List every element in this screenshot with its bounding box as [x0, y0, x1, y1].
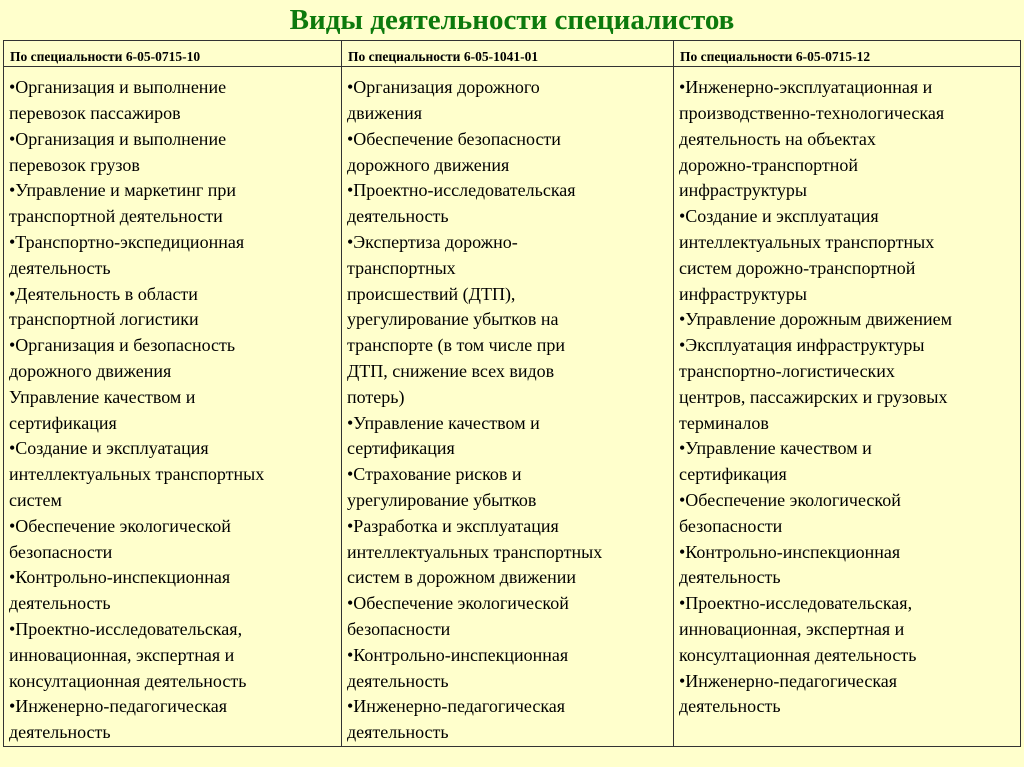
activity-line: деятельность: [9, 722, 111, 743]
activity-item: [679, 591, 1020, 668]
activity-item: [679, 333, 1020, 436]
activity-item: [9, 565, 341, 617]
activity-item: [679, 75, 1020, 204]
activity-line: транспорте (в том числе при: [347, 335, 566, 356]
activity-line: деятельность: [679, 567, 781, 588]
activity-item: [9, 694, 341, 746]
activity-line: центров, пассажирских и грузовых: [679, 386, 948, 407]
column-3-activities: [674, 67, 1020, 746]
activity-line: •Управление качеством и: [679, 438, 872, 459]
activity-line: •Контрольно-инспекционная: [347, 644, 569, 665]
activity-line: интеллектуальных транспортных: [679, 232, 935, 253]
activity-item: [9, 617, 341, 694]
activity-item: [9, 333, 341, 385]
activity-line: происшествий (ДТП),: [347, 283, 516, 304]
activity-line: •Транспортно-экспедиционная: [9, 232, 245, 253]
activity-line: •Организация и безопасность: [9, 335, 236, 356]
activity-item: [679, 307, 1020, 333]
activity-line: •Обеспечение экологической: [9, 515, 231, 536]
activity-item: [347, 230, 673, 411]
activity-line: •Обеспечение экологической: [347, 593, 569, 614]
activity-line: •Создание и эксплуатация: [9, 438, 209, 459]
activity-line: •Контрольно-инспекционная: [9, 567, 231, 588]
activity-line: деятельность: [347, 722, 449, 743]
activity-line: •Инженерно-педагогическая: [679, 670, 898, 691]
activity-item: [347, 591, 673, 643]
activity-line: •Инженерно-педагогическая: [347, 696, 566, 717]
activity-line: •Обеспечение экологической: [679, 490, 901, 511]
activity-line: инновационная, экспертная и: [679, 619, 905, 640]
activity-line: транспортной деятельности: [9, 206, 223, 227]
activity-item: [679, 669, 1020, 721]
activity-line: инфраструктуры: [679, 180, 807, 201]
activity-line: •Разработка и эксплуатация: [347, 515, 559, 536]
table-header-row: [4, 41, 1020, 67]
activity-item: [9, 230, 341, 282]
activity-item: [679, 488, 1020, 540]
activity-item: [679, 540, 1020, 592]
activity-line: •Управление дорожным движением: [679, 309, 952, 330]
activity-item: [347, 411, 673, 463]
activity-line: •Проектно-исследовательская,: [679, 593, 913, 614]
activity-line: •Инженерно-педагогическая: [9, 696, 228, 717]
activity-line: сертификация: [679, 464, 787, 485]
activity-line: сертификация: [347, 438, 455, 459]
activity-line: деятельность: [679, 696, 781, 717]
activity-item: [9, 75, 341, 127]
activity-item: [9, 127, 341, 179]
activity-line: деятельность: [9, 257, 111, 278]
activity-line: •Инженерно-эксплуатационная и: [679, 77, 933, 98]
activity-item: [347, 462, 673, 514]
activity-line: потерь): [347, 386, 405, 407]
activity-line: транспортной логистики: [9, 309, 199, 330]
activity-line: •Проектно-исследовательская: [347, 180, 576, 201]
activity-item: [347, 75, 673, 127]
activity-line: инфраструктуры: [679, 283, 807, 304]
activity-line: безопасности: [9, 541, 113, 562]
activity-line: урегулирование убытков: [347, 490, 537, 511]
activity-line: интеллектуальных транспортных: [347, 541, 603, 562]
column-2-activities: [342, 67, 674, 746]
activity-line: урегулирование убытков на: [347, 309, 559, 330]
activity-item: [9, 178, 341, 230]
slide-title: Виды деятельности специалистов: [289, 4, 735, 36]
activity-line: деятельность: [347, 670, 449, 691]
activity-line: •Проектно-исследовательская,: [9, 619, 243, 640]
activity-line: интеллектуальных транспортных: [9, 464, 265, 485]
activity-line: систем в дорожном движении: [347, 567, 577, 588]
activity-line: деятельность на объектах: [679, 128, 876, 149]
activity-item: [347, 643, 673, 695]
column-header-2: По специальности 6-05-1041-01: [342, 41, 674, 66]
activity-line: сертификация: [9, 412, 117, 433]
specialties-table: [3, 40, 1021, 747]
activity-item: [9, 436, 341, 513]
activity-line: консултационная деятельность: [9, 670, 247, 691]
activity-line: безопасности: [679, 515, 783, 536]
activity-item: [347, 514, 673, 591]
activity-item: [679, 204, 1020, 307]
column-header-1: По специальности 6-05-0715-10: [4, 41, 342, 66]
activity-line: •Обеспечение безопасности: [347, 128, 561, 149]
activity-line: •Организация и выполнение: [9, 77, 227, 98]
activity-line: •Организация и выполнение: [9, 128, 227, 149]
activity-line: ДТП, снижение всех видов: [347, 361, 555, 382]
activity-line: терминалов: [679, 412, 769, 433]
activity-line: •Экспертиза дорожно-: [347, 232, 518, 253]
activity-item: [347, 127, 673, 179]
activity-item: [9, 385, 341, 437]
activity-line: Управление качеством и: [9, 386, 196, 407]
column-1-activities: [4, 67, 342, 746]
activity-line: •Управление качеством и: [347, 412, 540, 433]
table-body-row: [4, 67, 1020, 746]
activity-line: систем дорожно-транспортной: [679, 257, 916, 278]
activity-item: [9, 282, 341, 334]
activity-item: [347, 178, 673, 230]
activity-line: безопасности: [347, 619, 451, 640]
activity-line: •Контрольно-инспекционная: [679, 541, 901, 562]
activity-line: деятельность: [9, 593, 111, 614]
activity-line: транспортных: [347, 257, 456, 278]
activity-line: дорожного движения: [9, 361, 172, 382]
activity-line: перевозок пассажиров: [9, 103, 181, 124]
activity-line: движения: [347, 103, 423, 124]
activity-line: транспортно-логистических: [679, 361, 895, 382]
activity-line: •Эксплуатация инфраструктуры: [679, 335, 925, 356]
activity-line: •Деятельность в области: [9, 283, 198, 304]
activity-line: •Организация дорожного: [347, 77, 540, 98]
activity-line: дорожно-транспортной: [679, 154, 858, 175]
activity-line: •Управление и маркетинг при: [9, 180, 237, 201]
activity-line: производственно-технологическая: [679, 103, 945, 124]
activity-line: •Страхование рисков и: [347, 464, 522, 485]
activity-line: деятельность: [347, 206, 449, 227]
column-header-3: По специальности 6-05-0715-12: [680, 49, 871, 64]
activity-line: систем: [9, 490, 62, 511]
activity-item: [9, 514, 341, 566]
activity-line: дорожного движения: [347, 154, 510, 175]
activity-line: инновационная, экспертная и: [9, 644, 235, 665]
activity-line: •Создание и эксплуатация: [679, 206, 879, 227]
activity-line: перевозок грузов: [9, 154, 140, 175]
activity-item: [679, 436, 1020, 488]
activity-line: консултационная деятельность: [679, 644, 917, 665]
activity-item: [347, 694, 673, 746]
